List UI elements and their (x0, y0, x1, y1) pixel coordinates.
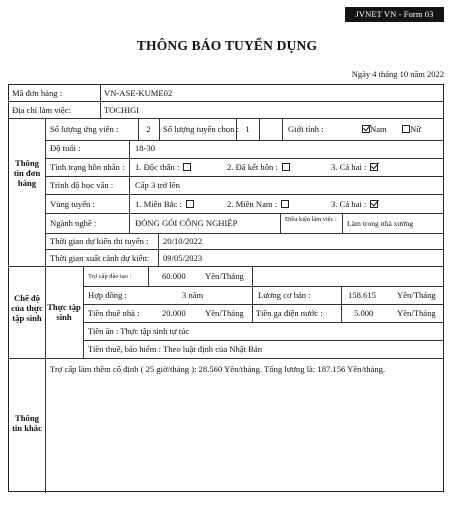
meals-label: Tiền ăn : (88, 326, 119, 336)
tax-insurance-label: Tiền thuế, bảo hiểm : (88, 344, 161, 354)
age-label: Độ tuổi : (50, 143, 81, 153)
exam-date-value: 20/10/2022 (163, 236, 203, 246)
training-allowance-unit: Yên/Tháng (205, 271, 244, 281)
gender-male-checkbox[interactable] (362, 125, 370, 133)
meals-value: Thực tập sinh tự túc (120, 326, 190, 336)
gender-male-option[interactable] (358, 124, 387, 135)
region-label: Vùng tuyển : (50, 199, 95, 209)
marital-both-option[interactable] (331, 162, 378, 173)
form-code-badge: JVNET VN - Form 03 (345, 7, 444, 22)
marital-married-label: 2. Đã kết hôn : (227, 162, 278, 172)
utilities-unit: Yên/Tháng (397, 308, 436, 318)
order-code-label: Mã đơn hàng : (12, 88, 63, 98)
region-south-label: 2. Miền Nam : (227, 199, 278, 209)
benefits-section-label: Chế độ của thực tập sinh (11, 293, 43, 323)
region-north-checkbox[interactable] (186, 200, 194, 208)
exam-date-label: Thời gian dự kiến thi tuyển : (50, 236, 149, 246)
applicants-value: 2 (146, 124, 151, 134)
order-info-section-label: Thông tin đơn hàng (13, 158, 41, 188)
industry-label: Ngành nghề : (50, 218, 97, 228)
tax-row (88, 344, 262, 355)
base-salary-value: 158.615 (348, 290, 376, 300)
order-code-value: VN-ASE-KUME02 (104, 88, 173, 98)
contract-label: Hợp đồng : (88, 290, 127, 300)
housing-value: 20.000 (162, 308, 186, 318)
gender-female-label: Nữ (410, 124, 421, 134)
marital-married-checkbox[interactable] (282, 163, 290, 171)
issue-date: Ngày 4 tháng 10 năm 2022 (351, 69, 444, 79)
gender-female-option[interactable] (398, 124, 421, 135)
base-salary-label: Lương cơ bản : (258, 290, 311, 300)
age-value: 18-30 (135, 143, 156, 153)
housing-label: Tiền thuê nhà : (88, 308, 140, 318)
education-value: Cấp 3 trở lên (135, 180, 180, 190)
hire-count-value: 1 (245, 124, 250, 134)
education-label: Trình độ học vấn : (50, 180, 114, 190)
hire-count-label: Số lượng tuyển chọn : (163, 124, 240, 134)
marital-single-option[interactable] (135, 162, 191, 173)
page-title: THÔNG BÁO TUYỂN DỤNG (136, 38, 318, 53)
gender-female-checkbox[interactable] (402, 125, 410, 133)
workplace-label: Địa chỉ làm việc: (12, 105, 71, 115)
region-north-option[interactable] (135, 199, 194, 210)
marital-status-label: Tình trạng hôn nhân : (50, 162, 125, 172)
region-south-option[interactable] (227, 199, 289, 210)
marital-married-option[interactable] (227, 162, 290, 173)
utilities-label: Tiền ga điện nước : (256, 308, 323, 318)
gender-male-label: Nam (370, 124, 387, 134)
contract-value: 3 năm (182, 290, 204, 300)
meals-row (88, 326, 189, 337)
departure-date-value: 09/05/2023 (163, 253, 203, 263)
work-conditions-label: Điều kiện làm việc : (285, 216, 337, 223)
region-both-option[interactable] (331, 199, 378, 210)
applicants-label: Số lượng ứng viên : (50, 124, 119, 134)
tax-insurance-value: Theo luật định của Nhật Bản (162, 344, 263, 354)
region-both-checkbox[interactable] (370, 200, 378, 208)
housing-unit: Yên/Tháng (205, 308, 244, 318)
base-salary-unit: Yên/Tháng (397, 290, 436, 300)
region-north-label: 1. Miền Bắc : (135, 199, 182, 209)
departure-date-label: Thời gian xuất cảnh dự kiến: (50, 253, 150, 263)
training-allowance-value: 60.000 (162, 271, 186, 281)
workplace-value: TOCHIGI (104, 105, 140, 115)
region-south-checkbox[interactable] (281, 200, 289, 208)
training-allowance-label: Trợ cấp đào tạo : (88, 273, 132, 280)
marital-single-label: 1. Độc thân : (135, 162, 180, 172)
intern-sub-label: Thực tập sinh (47, 302, 81, 322)
marital-both-label: 3. Cả hai : (331, 162, 367, 172)
marital-both-checkbox[interactable] (370, 163, 378, 171)
industry-value: ĐÓNG GÓI CÔNG NGHIỆP (135, 218, 238, 228)
work-conditions-value: Làm trong nhà xưởng (347, 219, 414, 228)
region-both-label: 3. Cả hai : (331, 199, 367, 209)
marital-single-checkbox[interactable] (183, 163, 191, 171)
other-info-section-label: Thông tin khác (12, 413, 42, 433)
other-info-note: Trợ cấp làm thêm cố định ( 25 giờ/tháng ): 28.560 Yên/tháng. Tổng lương là: 187.156 Yên/tháng. (50, 364, 386, 374)
gender-label: Giới tính : (288, 124, 324, 134)
utilities-value: 5.000 (354, 308, 374, 318)
recruitment-form-table (8, 84, 444, 492)
